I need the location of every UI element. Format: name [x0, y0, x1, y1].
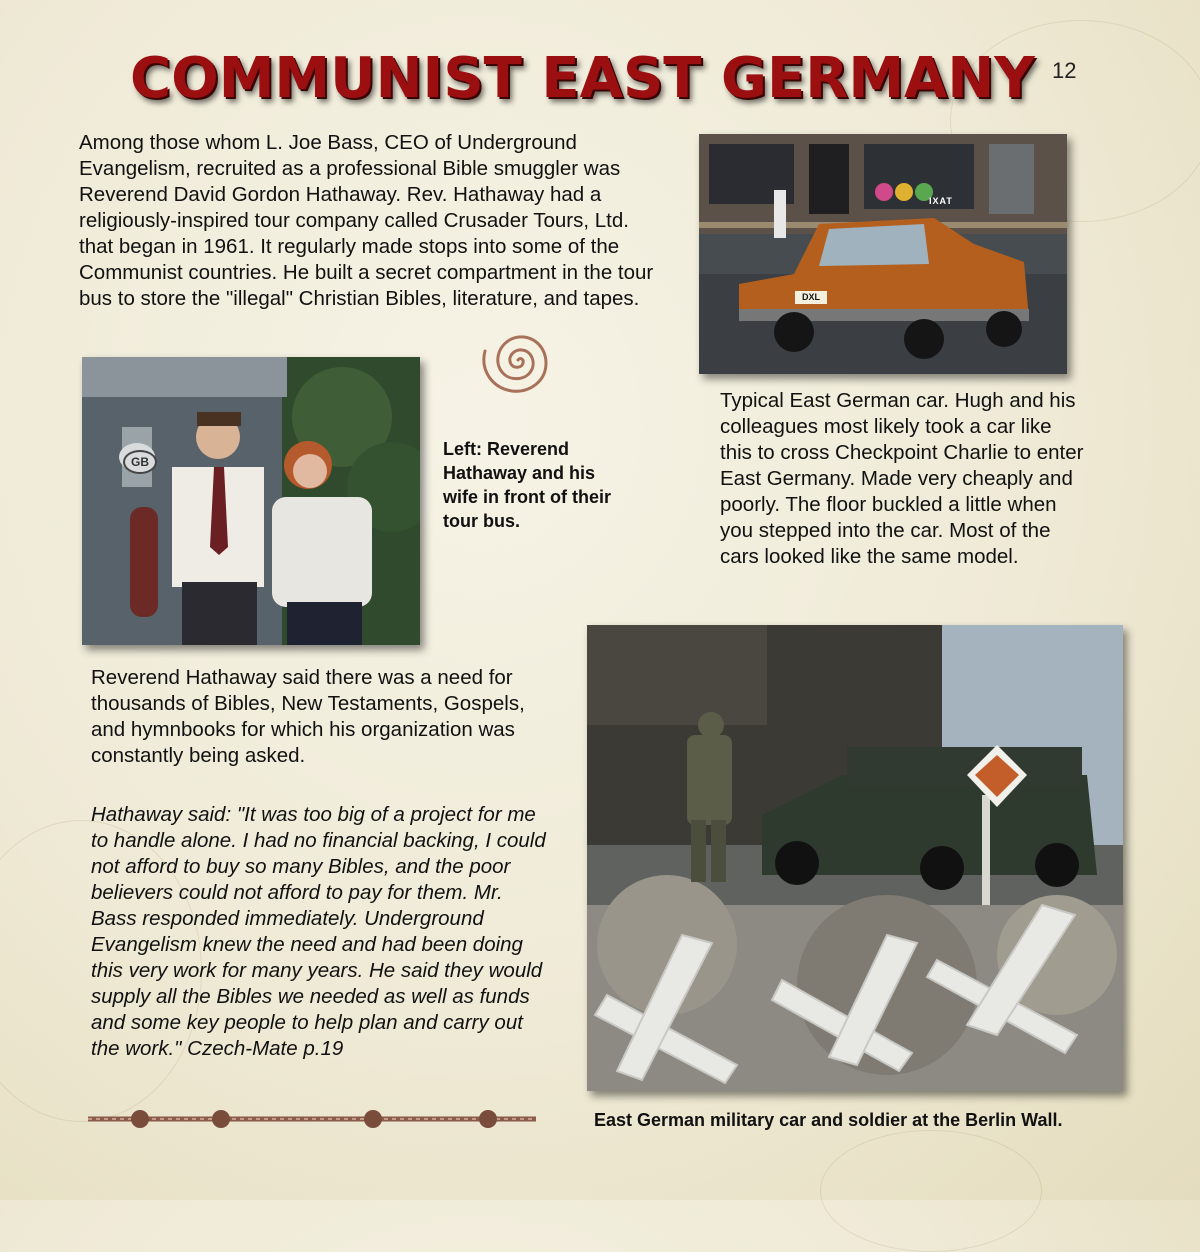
background-sketch [820, 1130, 1042, 1252]
hathaway-photo-caption: Left: Reverend Hathaway and his wife in front of their tour bus. [443, 439, 611, 531]
hathaway-quote: Hathaway said: "It was too big of a project for me to handle alone. I had no financial backing, I could not afford to buy so many Bibles, and the poor believers could not afford to pay for them. Mr. Bass responded immediately. Underground Evangelism knew the need and had been doing this very work for many years. He said they would supply all the Bibles we needed as well as funds and some key people to help plan and carry out the work." Czech-Mate p.19 [91, 803, 546, 1060]
car-photo [699, 134, 1067, 374]
license-plate: DXL [795, 291, 827, 304]
berlin-wall-photo [587, 625, 1123, 1091]
storefront-sign: IXAT [929, 196, 953, 206]
page-number: 12 [1052, 58, 1077, 83]
page-title: COMMUNIST EAST GERMANY [130, 46, 1035, 111]
intro-paragraph: Among those whom L. Joe Bass, CEO of Underground Evangelism, recruited as a professional Bible smuggler was Reverend David Gordon Hathaway. Rev. Hathaway had a religiously-inspired tour company called Crusader Tours, Ltd. that began in 1961. It regularly made stops into some of the Communist countries. He built a secret compartment in the tour bus to store the "illegal" Christian Bibles, literature, and tapes. [79, 131, 654, 310]
berlin-wall-caption: East German military car and soldier at the Berlin Wall. [594, 1110, 1063, 1130]
hathaway-photo [82, 357, 420, 645]
car-photo-caption: Typical East German car. Hugh and his colleagues most likely took a car like this to cross Checkpoint Charlie to enter East Germany. Made very cheaply and poorly. The floor buckled a little when you stepped into the car. Most of the cars looked like the same model. [720, 389, 1084, 568]
rope-divider [88, 1104, 536, 1134]
spiral-ornament [468, 315, 568, 405]
bus-badge: GB [123, 450, 157, 474]
need-paragraph: Reverend Hathaway said there was a need for thousands of Bibles, New Testaments, Gospels, and hymnbooks for which his organization was constantly being asked. [91, 666, 525, 767]
